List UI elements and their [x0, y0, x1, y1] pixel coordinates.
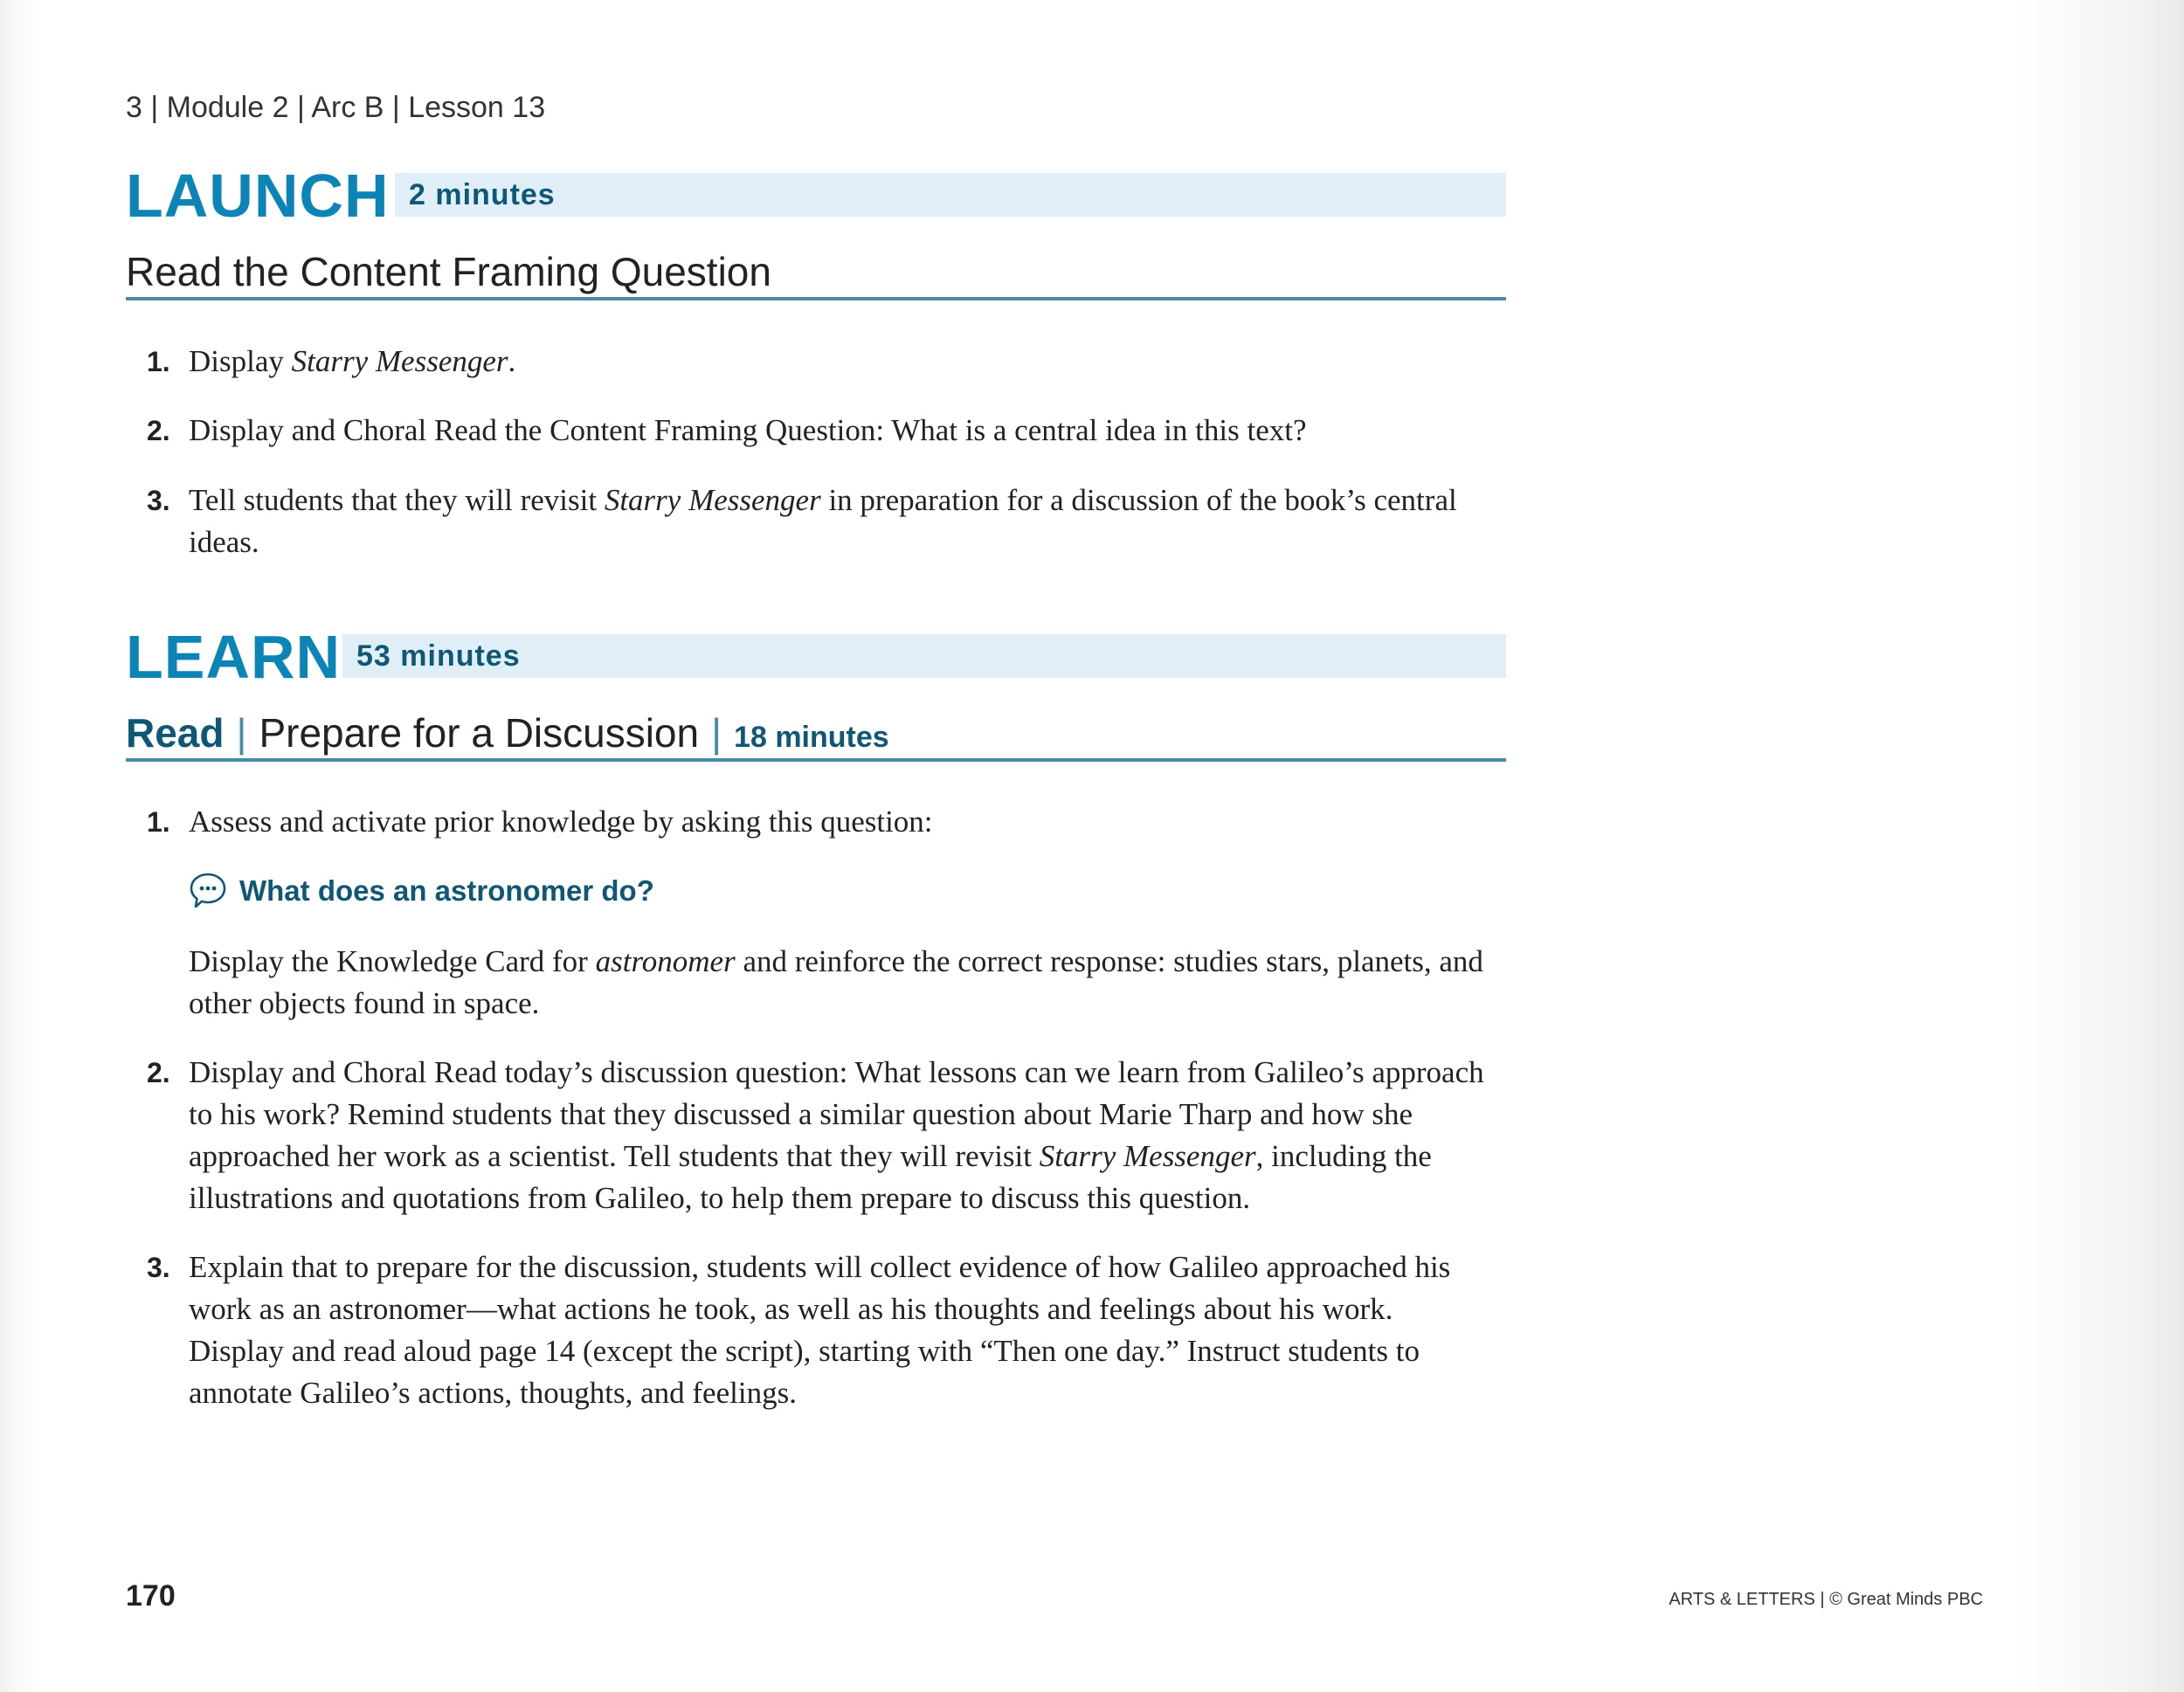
- step-text: Display and Choral Read the Content Framing Question: What is a central idea in this text?: [189, 413, 1307, 447]
- page-number: 170: [126, 1579, 176, 1613]
- breadcrumb: 3 | Module 2 | Arc B | Lesson 13: [126, 91, 546, 124]
- launch-header: [126, 161, 1506, 231]
- knowledge-card-instruction: Display the Knowledge Card for astronomer and reinforce the correct response: studies stars, planets, and other objects found in space.: [189, 944, 1483, 1020]
- subheading-label: Read: [126, 710, 225, 756]
- step-text: Assess and activate prior knowledge by asking this question:: [189, 805, 933, 839]
- launch-subheading: Read the Content Framing Question: [126, 248, 1506, 300]
- subheading-title: Prepare for a Discussion: [259, 710, 700, 756]
- step-number: 1.: [147, 806, 170, 838]
- step-text: Display and Choral Read today’s discussion question: What lessons can we learn from Galileo’s approach to his work? Remind students that they discussed a similar question about Marie Tharp and how she approached her work as a scientist. Tell students that they will revisit Starry Messenger, including the illustrations and quotations from Galileo, to help them prepare to discuss this question.: [189, 1055, 1484, 1215]
- step-number: 1.: [147, 346, 170, 377]
- learn-subheading: [126, 709, 1506, 762]
- footer-credit: ARTS & LETTERS | © Great Minds PBC: [1669, 1590, 1983, 1609]
- launch-title: LAUNCH: [126, 162, 390, 230]
- step-number: 3.: [147, 1252, 170, 1283]
- subheading-separator: |: [236, 710, 247, 756]
- step-number: 3.: [147, 485, 170, 516]
- step-number: 2.: [147, 415, 170, 446]
- learn-header: [126, 622, 1506, 692]
- learn-duration-bar: [342, 634, 1506, 678]
- learn-duration: 53 minutes: [356, 639, 521, 673]
- launch-duration-bar: [395, 173, 1506, 217]
- step-text: Tell students that they will revisit Starry Messenger in preparation for a discussion of the book’s central ideas.: [189, 483, 1457, 559]
- step-number: 2.: [147, 1057, 170, 1088]
- subheading-separator: |: [711, 710, 722, 756]
- question-text: What does an astronomer do?: [239, 874, 654, 907]
- launch-duration: 2 minutes: [409, 178, 556, 211]
- learn-title: LEARN: [126, 623, 342, 691]
- speech-bubble-icon: [189, 872, 227, 910]
- step-text: Display Starry Messenger.: [189, 344, 516, 378]
- subheading-duration: 18 minutes: [734, 721, 889, 754]
- step-text: Explain that to prepare for the discussion, students will collect evidence of how Galileo approached his work as an astronomer—what actions he took, as well as his thoughts and feelings about his work. Display and read aloud page 14 (except the script), starting with “Then one day.” Instruct students to annotate Galileo’s actions, thoughts, and feelings.: [189, 1250, 1451, 1410]
